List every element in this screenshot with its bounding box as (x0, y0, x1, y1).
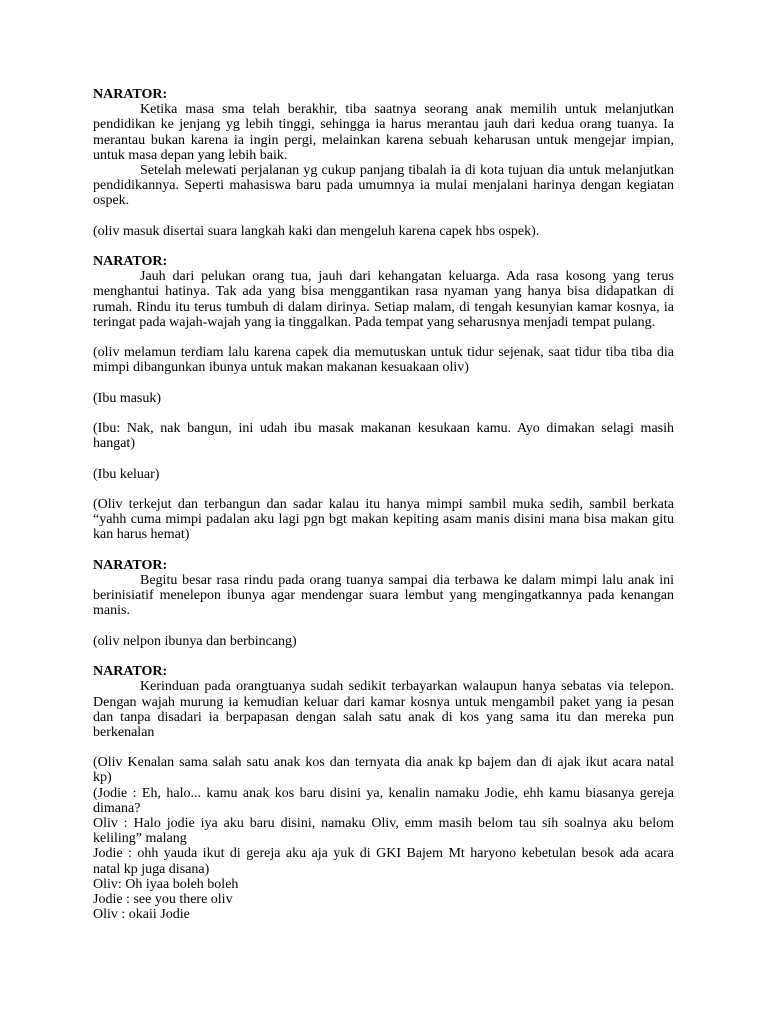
narrator-label: NARATOR: (93, 254, 168, 270)
narrator-label: NARATOR: (93, 557, 168, 573)
paragraph-spacer (93, 649, 674, 664)
dialogue (93, 816, 674, 846)
stage-direction (93, 467, 674, 482)
narration-line: teringat pada wajah-wajah yang ia tinggalkan. Pada tempat yang seharusnya menjadi tempat pulang. (93, 314, 656, 330)
dialogue-line: (Jodie : Eh, halo... kamu anak kos baru disini ya, kenalin namaku Jodie, ehh kamu biasanya gereja (93, 785, 674, 801)
narrator-label: NARATOR: (93, 87, 168, 102)
stage-direction-line: (Ibu keluar) (93, 466, 160, 482)
document-page (93, 87, 674, 922)
narration-line: Kerinduan pada orangtuanya sudah sedikit terbayarkan walaupun hanya sebatas via telepon. (140, 679, 674, 695)
narrator-heading (93, 664, 674, 679)
narration-line: manis. (93, 603, 130, 619)
dialogue-line: Oliv: Oh iyaa boleh boleh (93, 876, 239, 892)
stage-direction-line: kp) (93, 770, 112, 786)
narration-line: Jauh dari pelukan orang tua, jauh dari kehangatan keluarga. Ada rasa kosong yang terus (140, 269, 674, 285)
paragraph-spacer (93, 209, 674, 224)
narration-paragraph (93, 163, 674, 209)
dialogue-line: (Ibu: Nak, nak bangun, ini udah ibu masak makanan kesukaan kamu. Ayo dimakan selagi masih (93, 421, 674, 437)
narrator-heading (93, 558, 674, 573)
narration-line: berkenalan (93, 724, 155, 740)
narration-line: untuk masa depan yang lebih baik. (93, 147, 288, 163)
paragraph-spacer (93, 543, 674, 558)
narration-line: ospek. (93, 193, 130, 209)
stage-direction-line: (oliv masuk disertai suara langkah kaki dan mengeluh karena capek hbs ospek). (93, 223, 540, 239)
narration-paragraph (93, 102, 674, 163)
paragraph-spacer (93, 330, 674, 345)
narrator-heading (93, 87, 674, 102)
narration-paragraph (93, 573, 674, 619)
stage-direction-line: kan harus hemat) (93, 527, 190, 543)
stage-direction-line: (oliv melamun terdiam lalu karena capek dia memutuskan untuk tidur sejenak, saat tidur tiba tiba dia (93, 345, 674, 361)
narration-line: Begitu besar rasa rindu pada orang tuanya sampai dia terbawa ke dalam mimpi lalu anak ini (140, 573, 674, 588)
narration-paragraph (93, 269, 674, 330)
narration-line: Setelah melewati perjalanan yg cukup panjang tibalah ia di kota tujuan dia untuk melanjutkan (140, 162, 674, 178)
dialogue-line: Oliv : okaii Jodie (93, 907, 190, 923)
stage-direction (93, 497, 674, 543)
dialogue-line: hangat) (93, 436, 135, 452)
stage-direction-line: (Oliv Kenalan sama salah satu anak kos dan ternyata dia anak kp bajem dan di ajak ikut acara natal (93, 755, 674, 771)
narration-line: rumah. Rindu itu terus tumbuh di dalam dirinya. Setiap malam, di tengah kesunyian kamar kosnya, ia (93, 299, 674, 315)
dialogue (93, 421, 674, 451)
paragraph-spacer (93, 452, 674, 467)
stage-direction (93, 755, 674, 785)
dialogue (93, 907, 674, 922)
dialogue (93, 846, 674, 876)
narration-line: pendidikannya. Seperti mahasiswa baru pada umumnya ia mulai menjalani harinya dengan kegiatan (93, 178, 674, 194)
stage-direction (93, 345, 674, 375)
stage-direction-line: “yahh cuma mimpi padalan aku lagi pgn bgt makan kepiting asam manis disini mana bisa makan gitu (93, 512, 674, 528)
paragraph-spacer (93, 740, 674, 755)
paragraph-spacer (93, 482, 674, 497)
narration-line: merantau bukan karena ia ingin pergi, melainkan karena sebuah keharusan untuk mengejar impian, (93, 132, 674, 148)
stage-direction-line: (Ibu masuk) (93, 390, 162, 406)
dialogue-line: keliling” malang (93, 831, 187, 847)
dialogue (93, 786, 674, 816)
dialogue (93, 877, 674, 892)
narration-paragraph (93, 679, 674, 740)
stage-direction-line: (oliv nelpon ibunya dan berbincang) (93, 633, 297, 649)
narration-line: Dengan wajah murung ia kemudian keluar dari kamar kosnya untuk mengambil paket yang ia pesan (93, 694, 674, 710)
paragraph-spacer (93, 376, 674, 391)
narration-line: dan tanpa disadari ia berpapasan dengan salah satu anak di kos yang sama itu dan mereka pun (93, 709, 674, 725)
dialogue-line: natal kp juga disana) (93, 861, 210, 877)
dialogue-line: Jodie : ohh yauda ikut di gereja aku aja yuk di GKI Bajem Mt haryono kebetulan besok ada acara (93, 846, 674, 862)
paragraph-spacer (93, 239, 674, 254)
dialogue (93, 892, 674, 907)
stage-direction-line: mimpi dibangunkan ibunya untuk makan makanan kesuakaan oliv) (93, 360, 469, 376)
paragraph-spacer (93, 406, 674, 421)
narrator-heading (93, 254, 674, 269)
paragraph-spacer (93, 619, 674, 634)
stage-direction (93, 391, 674, 406)
dialogue-line: Jodie : see you there oliv (93, 891, 233, 907)
stage-direction (93, 634, 674, 649)
dialogue-line: dimana? (93, 800, 141, 816)
narrator-label: NARATOR: (93, 664, 168, 680)
narration-line: Ketika masa sma telah berakhir, tiba saatnya seorang anak memilih untuk melanjutkan (140, 102, 674, 118)
stage-direction (93, 224, 674, 239)
narration-line: menghantui hatinya. Tak ada yang bisa menggantikan rasa nyaman yang hanya bisa didapatkan di (93, 284, 674, 300)
dialogue-line: Oliv : Halo jodie iya aku baru disini, namaku Oliv, emm masih belom tau sih soalnya aku belom (93, 816, 674, 831)
narration-line: berinisiatif menelepon ibunya agar mendengar suara lembut yang mengingatkannya pada kenangan (93, 588, 674, 604)
stage-direction-line: (Oliv terkejut dan terbangun dan sadar kalau itu hanya mimpi sambil muka sedih, sambil berkata (93, 497, 674, 513)
narration-line: pendidikan ke jenjang yg lebih tinggi, sehingga ia harus merantau jauh dari kedua orang tuanya. Ia (93, 117, 674, 133)
